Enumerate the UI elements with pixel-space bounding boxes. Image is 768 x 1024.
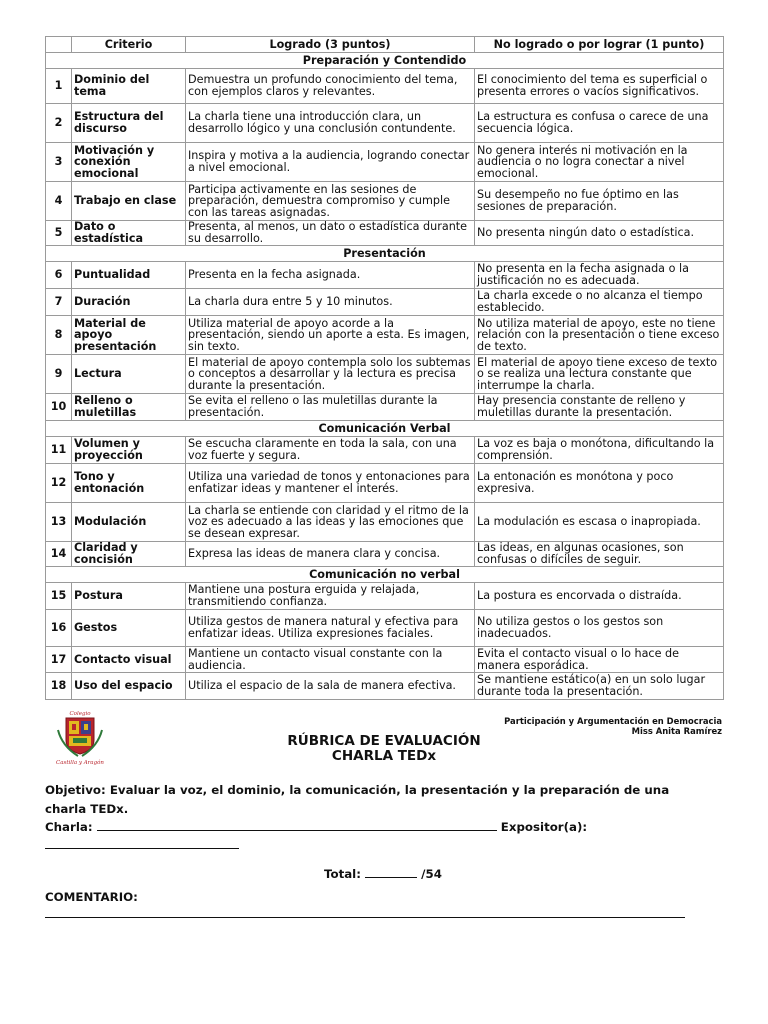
criterion-name: Claridad y concisión — [72, 542, 186, 567]
not-achieved-description: La voz es baja o monótona, dificultando la comprensión. — [475, 437, 724, 464]
comment-field[interactable] — [45, 906, 685, 918]
table-row — [46, 289, 724, 316]
header-logrado: Logrado (3 puntos) — [186, 37, 475, 53]
row-number: 17 — [46, 647, 72, 673]
table-row — [46, 437, 724, 464]
total-label: Total: — [324, 867, 361, 881]
criterion-name: Duración — [72, 289, 186, 316]
row-number: 11 — [46, 437, 72, 464]
row-number: 4 — [46, 182, 72, 221]
not-achieved-description: Las ideas, en algunas ocasiones, son confusas o difíciles de seguir. — [475, 542, 724, 567]
not-achieved-description: La charla excede o no alcanza el tiempo establecido. — [475, 289, 724, 316]
comment-label: COMENTARIO: — [45, 890, 138, 904]
row-number: 2 — [46, 104, 72, 143]
row-number: 14 — [46, 542, 72, 567]
row-number: 12 — [46, 464, 72, 503]
row-number: 8 — [46, 316, 72, 355]
achieved-description: Participa activamente en las sesiones de preparación, demuestra compromiso y cumple con las tareas asignadas. — [186, 182, 475, 221]
criterion-name: Material de apoyo presentación — [72, 316, 186, 355]
achieved-description: Mantiene una postura erguida y relajada, transmitiendo confianza. — [186, 583, 475, 610]
criterion-name: Volumen y proyección — [72, 437, 186, 464]
not-achieved-description: La postura es encorvada o distraída. — [475, 583, 724, 610]
rubric-table — [45, 36, 724, 700]
section-row — [46, 567, 724, 583]
achieved-description: Se escucha claramente en toda la sala, con una voz fuerte y segura. — [186, 437, 475, 464]
row-number: 13 — [46, 503, 72, 542]
table-row — [46, 673, 724, 700]
table-row — [46, 69, 724, 104]
achieved-description: Se evita el relleno o las muletillas durante la presentación. — [186, 394, 475, 421]
not-achieved-description: No presenta en la fecha asignada o la justificación no es adecuada. — [475, 262, 724, 289]
not-achieved-description: El material de apoyo tiene exceso de texto o se realiza una lectura constante que interrumpe la charla. — [475, 355, 724, 394]
row-number: 3 — [46, 143, 72, 182]
achieved-description: Utiliza material de apoyo acorde a la presentación, siendo un aporte a esta. Es imagen, sin texto. — [186, 316, 475, 355]
achieved-description: La charla tiene una introducción clara, un desarrollo lógico y una conclusión contundente. — [186, 104, 475, 143]
row-number: 16 — [46, 610, 72, 647]
charla-label: Charla: — [45, 820, 93, 834]
criterion-name: Relleno o muletillas — [72, 394, 186, 421]
rubric-body — [46, 53, 724, 700]
header-no-logrado: No logrado o por lograr (1 punto) — [475, 37, 724, 53]
criterion-name: Modulación — [72, 503, 186, 542]
table-row — [46, 464, 724, 503]
achieved-description: Utiliza una variedad de tonos y entonaciones para enfatizar ideas y mantener el interés. — [186, 464, 475, 503]
total-field[interactable] — [365, 866, 417, 878]
criterion-name: Estructura del discurso — [72, 104, 186, 143]
charla-row — [45, 818, 725, 837]
achieved-description: El material de apoyo contempla solo los subtemas o conceptos a desarrollar y la lectura es precisa durante la presentación. — [186, 355, 475, 394]
not-achieved-description: No utiliza material de apoyo, este no tiene relación con la presentación o tiene exceso de texto. — [475, 316, 724, 355]
criterion-name: Motivación y conexión emocional — [72, 143, 186, 182]
achieved-description: Inspira y motiva a la audiencia, logrando conectar a nivel emocional. — [186, 143, 475, 182]
section-row — [46, 246, 724, 262]
row-number: 6 — [46, 262, 72, 289]
criterion-name: Dato o estadística — [72, 221, 186, 246]
criterion-name: Uso del espacio — [72, 673, 186, 700]
section-title: Presentación — [46, 246, 724, 262]
row-number: 7 — [46, 289, 72, 316]
not-achieved-description: No presenta ningún dato o estadística. — [475, 221, 724, 246]
charla-field[interactable] — [97, 819, 497, 831]
achieved-description: Presenta, al menos, un dato o estadística durante su desarrollo. — [186, 221, 475, 246]
section-row — [46, 421, 724, 437]
achieved-description: La charla dura entre 5 y 10 minutos. — [186, 289, 475, 316]
not-achieved-description: El conocimiento del tema es superficial o presenta errores o vacíos significativos. — [475, 69, 724, 104]
criterion-name: Puntualidad — [72, 262, 186, 289]
table-row — [46, 610, 724, 647]
table-row — [46, 221, 724, 246]
criterion-name: Trabajo en clase — [72, 182, 186, 221]
teacher-name: Miss Anita Ramírez — [631, 725, 722, 736]
comment-row — [45, 905, 725, 924]
criterion-name: Dominio del tema — [72, 69, 186, 104]
objective-line-2: charla TEDx. — [45, 802, 129, 816]
not-achieved-description: La entonación es monótona y poco expresiva. — [475, 464, 724, 503]
achieved-description: Demuestra un profundo conocimiento del tema, con ejemplos claros y relevantes. — [186, 69, 475, 104]
table-row — [46, 182, 724, 221]
achieved-description: Utiliza el espacio de la sala de manera efectiva. — [186, 673, 475, 700]
section-title: Comunicación Verbal — [46, 421, 724, 437]
document-subtitle: CHARLA TEDx — [331, 748, 437, 764]
not-achieved-description: No genera interés ni motivación en la audiencia o no logra conectar a nivel emocional. — [475, 143, 724, 182]
header-criterio: Criterio — [72, 37, 186, 53]
table-row — [46, 355, 724, 394]
table-row — [46, 583, 724, 610]
total-row — [324, 865, 524, 884]
criterion-name: Gestos — [72, 610, 186, 647]
criterion-name: Contacto visual — [72, 647, 186, 673]
row-number: 15 — [46, 583, 72, 610]
table-row — [46, 542, 724, 567]
table-row — [46, 647, 724, 673]
document-title: RÚBRICA DE EVALUACIÓN — [287, 733, 481, 749]
achieved-description: Mantiene un contacto visual constante con la audiencia. — [186, 647, 475, 673]
achieved-description: Utiliza gestos de manera natural y efectiva para enfatizar ideas. Utiliza expresiones faciales. — [186, 610, 475, 647]
table-row — [46, 143, 724, 182]
expositor-label: Expositor(a): — [500, 820, 588, 834]
table-row — [46, 262, 724, 289]
table-row — [46, 316, 724, 355]
seal-text-bottom: Castilla y Aragón — [56, 760, 104, 766]
row-number: 9 — [46, 355, 72, 394]
row-number: 10 — [46, 394, 72, 421]
table-row — [46, 104, 724, 143]
achieved-description: Expresa las ideas de manera clara y concisa. — [186, 542, 475, 567]
not-achieved-description: La modulación es escasa o inapropiada. — [475, 503, 724, 542]
header-number — [46, 37, 72, 53]
not-achieved-description: No utiliza gestos o los gestos son inadecuados. — [475, 610, 724, 647]
achieved-description: La charla se entiende con claridad y el ritmo de la voz es adecuado a las ideas y las emociones que se desean expresar. — [186, 503, 475, 542]
row-number: 5 — [46, 221, 72, 246]
criterion-name: Postura — [72, 583, 186, 610]
section-title: Preparación y Contendido — [46, 53, 724, 69]
row-number: 1 — [46, 69, 72, 104]
achieved-description: Presenta en la fecha asignada. — [186, 262, 475, 289]
row-number: 18 — [46, 673, 72, 700]
expositor-row — [45, 836, 725, 855]
section-title: Comunicación no verbal — [46, 567, 724, 583]
criterion-name: Tono y entonación — [72, 464, 186, 503]
not-achieved-description: Su desempeño no fue óptimo en las sesiones de preparación. — [475, 182, 724, 221]
total-suffix: /54 — [421, 867, 442, 881]
not-achieved-description: La estructura es confusa o carece de una secuencia lógica. — [475, 104, 724, 143]
objective-line-1: Objetivo: Evaluar la voz, el dominio, la comunicación, la presentación y la preparación de una — [45, 783, 670, 797]
not-achieved-description: Hay presencia constante de relleno y muletillas durante la presentación. — [475, 394, 724, 421]
section-row — [46, 53, 724, 69]
table-row — [46, 394, 724, 421]
not-achieved-description: Se mantiene estático(a) en un solo lugar durante toda la presentación. — [475, 673, 724, 700]
criterion-name: Lectura — [72, 355, 186, 394]
seal-text-top: Colegio — [69, 711, 91, 717]
not-achieved-description: Evita el contacto visual o lo hace de manera esporádica. — [475, 647, 724, 673]
course-name: Participación y Argumentación en Democracia — [504, 716, 722, 726]
expositor-field[interactable] — [45, 837, 239, 849]
table-row — [46, 503, 724, 542]
header-row — [46, 37, 724, 53]
